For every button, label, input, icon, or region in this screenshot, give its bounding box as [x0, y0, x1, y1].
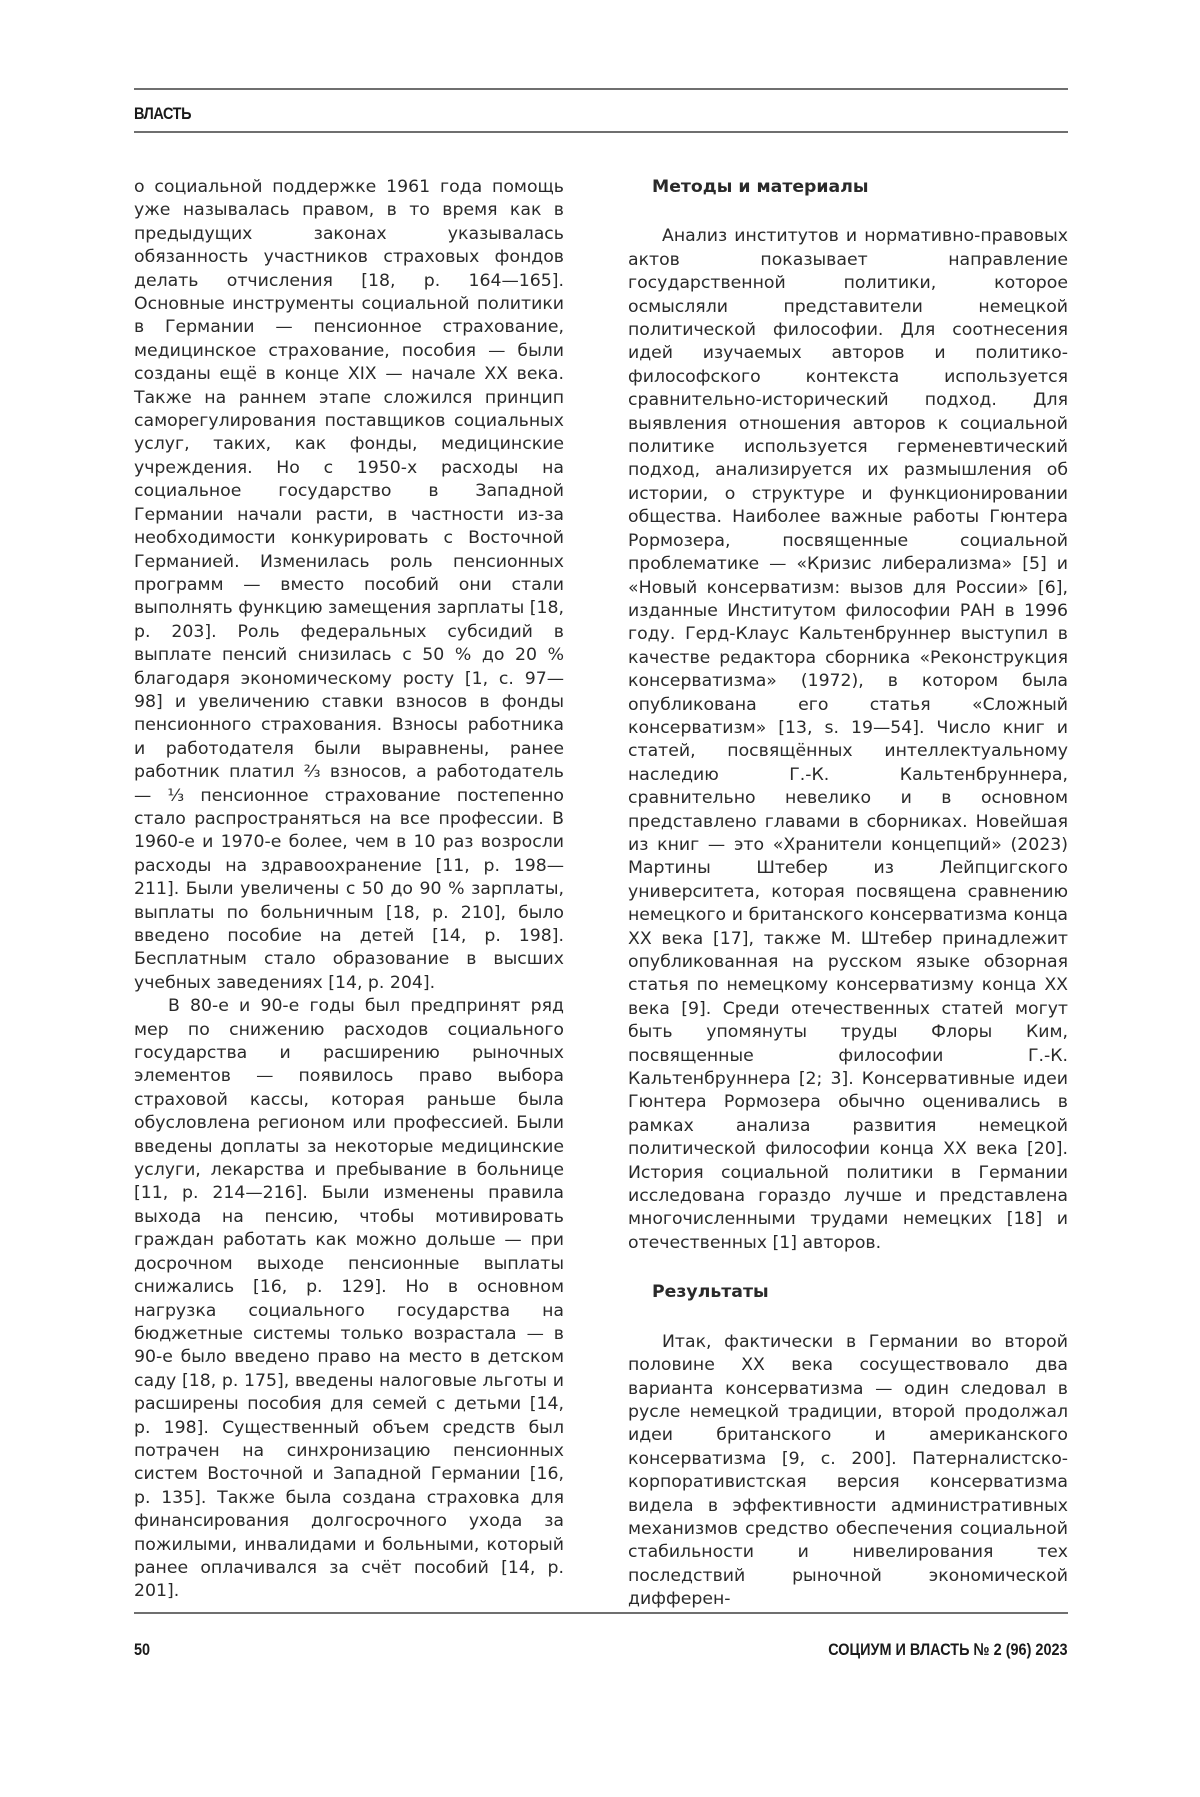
header-top-rule	[134, 88, 1068, 90]
journal-title: СОЦИУМ И ВЛАСТЬ № 2 (96) 2023	[828, 1640, 1068, 1659]
left-column	[134, 176, 564, 1604]
section-title-results: Результаты	[652, 1282, 769, 1303]
header-bottom-rule	[134, 131, 1068, 133]
page-number: 50	[134, 1640, 151, 1659]
body-paragraph: В 80-е и 90-е годы был предпринят ряд мер по снижению расходов социального государства и расширению рыночных элементов — появилось право выбора страховой кассы, которая раньше была обусловлена регионом или профессией. Были введены доплаты за некоторые медицинские услуги, лекарства и пребывание в больнице [11, p. 214—216]. Были изменены правила выхода на пенсию, чтобы мотивировать граждан работать как можно дольше — при досрочном выходе пенсионные выплаты снижались [16, p. 129]. Но в основном нагрузка социального государства на бюджетные системы только возрастала — в 90-е было введено право на место в детском саду [18, p. 175], введены налоговые льготы и расширены пособия для семей с детьми [14, p. 198]. Существенный объем средств был потрачен на синхронизацию пенсионных систем Восточной и Западной Германии [16, p. 135]. Также была создана страховка для финансирования долгосрочного ухода за пожилыми, инвалидами и больными, который ранее оплачивался за счёт пособий [14, p. 201].	[134, 996, 564, 1602]
methods-paragraph: Анализ институтов и нормативно-правовых актов показывает направление государственной политики, которое осмысляли представители немецкой политической философии. Для соотнесения идей изучаемых авторов и политико-философского контекста используется сравнительно-исторический подход. Для выявления отношения авторов к социальной политике используется герменевтический подход, анализируется их размышления об истории, о структуре и функционировании общества. Наиболее важные работы Гюнтера Рормозера, посвященные социальной проблематике — «Кризис либерализма» [5] и «Новый консерватизм: вызов для России» [6], изданные Институтом философии РАН в 1996 году. Герд-Клаус Кальтенбруннер выступил в качестве редактора сборника «Реконструкция консерватизма» (1972), в котором была опубликована его статья «Сложный консерватизм» [13, s. 19—54]. Число книг и статей, посвящённых интеллектуальному наследию Г.-К. Кальтенбруннера, сравнительно невелико и в основном представлено главами в сборниках. Новейшая из книг — это «Хранители концепций» (2023) Мартины Штебер из Лейпцигского университета, которая посвящена сравнению немецкого и британского консерватизма конца XX века [17], также М. Штебер принадлежит опубликованная на русском языке обзорная статья по немецкому консерватизму конца XX века [9]. Среди отечественных статей могут быть упомянуты труды Флоры Ким, посвященные философии Г.-К. Кальтенбруннера [2; 3]. Консервативные идеи Гюнтера Рормозера обычно оценивались в рамках анализа развития немецкой политической философии конца XX века [20]. История социальной политики в Германии исследована гораздо лучше и представлена многочисленными трудами немецких [18] и отечественных [1] авторов.	[628, 226, 1068, 1253]
results-paragraph: Итак, фактически в Германии во второй половине XX века сосуществовало два варианта консерватизма — один следовал в русле немецкой традиции, второй продолжал идеи британского и американского консерватизма [9, с. 200]. Патерналистско-корпоративистская версия консерватизма видела в эффективности административных механизмов средство обеспечения социальной стабильности и нивелирования тех последствий рыночной экономической дифферен-	[628, 1331, 1068, 1610]
body-paragraph: о социальной поддержке 1961 года помощь уже называлась правом, в то время как в предыдущих законах указывалась обязанность участников страховых фондов делать отчисления [18, p. 164—165]. Основные инструменты социальной политики в Германии — пенсионное страхование, медицинское страхование, пособия — были созданы ещё в конце XIX — начале XX века. Также на раннем этапе сложился принцип саморегулирования поставщиков социальных услуг, таких, как фонды, медицинские учреждения. Но с 1950-х расходы на социальное государство в Западной Германии начали расти, в частности из-за необходимости конкурировать с Восточной Германией. Изменилась роль пенсионных программ — вместо пособий они стали выполнять функцию замещения зарплаты [18, p. 203]. Роль федеральных субсидий в выплате пенсий снизилась с 50 % до 20 % благодаря экономическому росту [1, с. 97—98] и увеличению ставки взносов в фонды пенсионного страхования. Взносы работника и работодателя были выравнены, ранее работник платил ⅔ взносов, а работодатель — ⅓ пенсионное страхование постепенно стало распространяться на все профессии. В 1960-е и 1970-е более, чем в 10 раз возросли расходы на здравоохранение [11, p. 198—211]. Были увеличены с 50 до 90 % зарплаты, выплаты по больничным [18, p. 210], было введено пособие на детей [14, p. 198]. Бесплатным стало образование в высших учебных заведениях [14, p. 204].	[134, 177, 564, 993]
section-title-methods: Методы и материалы	[652, 177, 869, 197]
footer-rule	[134, 1612, 1068, 1614]
right-column	[628, 176, 1068, 1612]
running-head: ВЛАСТЬ	[134, 104, 192, 123]
